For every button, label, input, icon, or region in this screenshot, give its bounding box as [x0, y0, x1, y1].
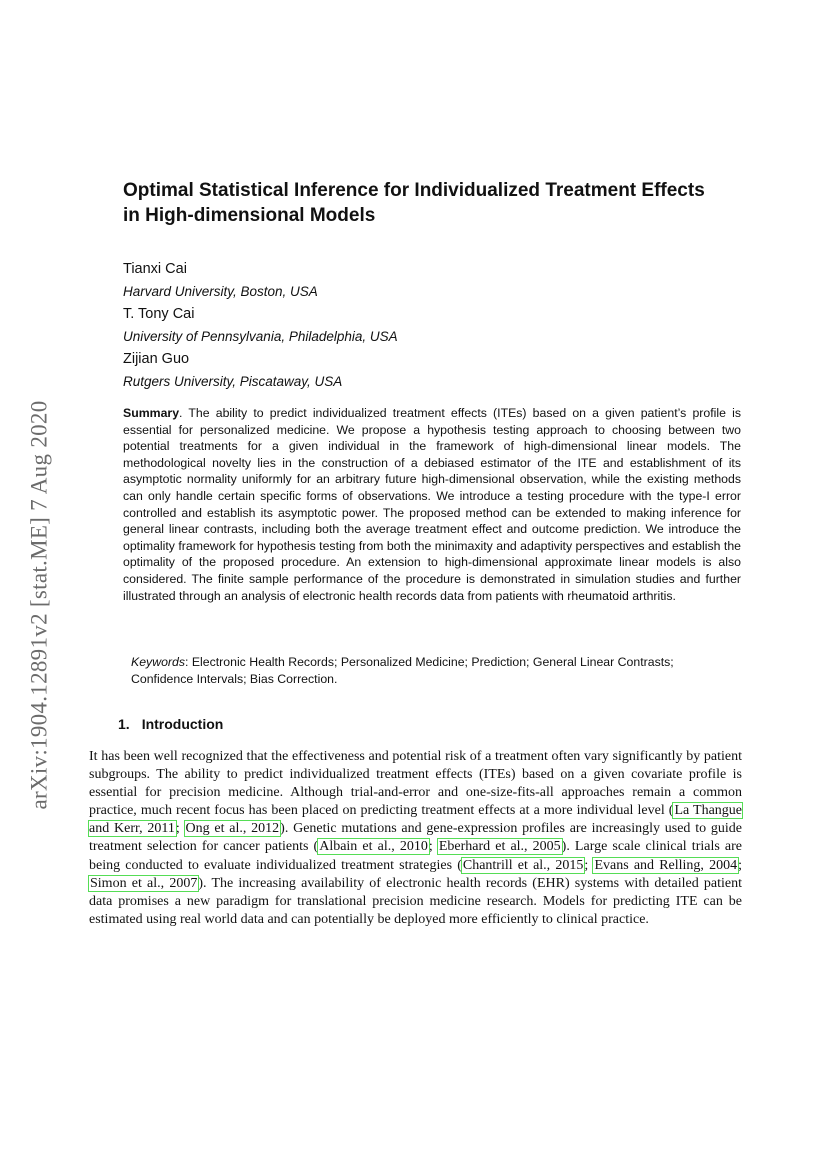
intro-paragraph	[89, 748, 742, 929]
citation-link[interactable]: Evans and Relling, 2004	[594, 857, 738, 873]
intro-text: ;	[738, 857, 742, 873]
intro-text: It has been well recognized that the effectiveness and potential risk of a treatment often vary significantly by patient subgroups. The ability to predict individualized treatment effects (ITEs) based on a given covariate profile is essential for precision medicine. Although trial-and-error and one-size-fits-all approaches remain a common practice, much recent focus has been placed on predicting treatment effects at a more individual level (	[89, 749, 742, 819]
intro-text: ). The increasing availability of electronic health records (EHR) systems with detailed patient data promises a new paradigm for translational precision medicine research. Models for predicting ITE can be estimated using real world data and can potentially be deployed more efficiently to clinical practice.	[89, 875, 742, 927]
section-title: Introduction	[141, 716, 224, 732]
intro-text: ). Genetic mutations and gene-expression profiles are increasingly used to guide treatment selection for cancer patients (	[89, 821, 742, 855]
author-affiliation: University of Pennsylvania, Philadelphia, USA	[123, 329, 398, 344]
section-heading	[118, 716, 223, 732]
intro-text: ). Large scale clinical trials are being conducted to evaluate individualized treatment strategies (	[89, 839, 742, 873]
citation-link[interactable]: Chantrill et al., 2015	[462, 857, 584, 873]
citation-link[interactable]: Simon et al., 2007	[90, 875, 198, 891]
keywords-text: : Electronic Health Records; Personalized Medicine; Prediction; General Linear Contrasts; Confidence Intervals; Bias Correction.	[131, 655, 674, 686]
abstract	[123, 405, 741, 604]
author-name: Tianxi Cai	[123, 261, 187, 277]
paper-title-line-2: in High-dimensional Models	[123, 205, 376, 226]
section-number: 1.	[118, 716, 130, 732]
citation-link[interactable]: La Thangue and Kerr, 2011	[89, 803, 742, 837]
author-name: Zijian Guo	[123, 351, 190, 367]
abstract-label: Summary	[123, 406, 180, 420]
keywords	[131, 654, 731, 687]
citation-link[interactable]: Eberhard et al., 2005	[438, 839, 561, 855]
paper-title-line-1: Optimal Statistical Inference for Individualized Treatment Effects	[123, 180, 705, 201]
abstract-text: . The ability to predict individualized treatment effects (ITEs) based on a given patient’s profile is essential for personalized medicine. We propose a hypothesis testing approach to choosing between two potential treatments for a given individual in the framework of high-dimensional linear models. The methodological novelty lies in the construction of a debiased estimator of the ITE and establishment of its asymptotic normality uniformly for an arbitrary future high-dimensional observation, while the existing methods can only handle certain specific forms of observations. We introduce a testing procedure with the type-I error controlled and establish its asymptotic power. The proposed method can be extended to making inference for general linear contrasts, including both the average treatment effect and outcome prediction. We introduce the optimality framework for hypothesis testing from both the minimaxity and adaptivity perspectives and establish the optimality of the proposed procedure. An extension to high-dimensional approximate linear models is also considered. The finite sample performance of the procedure is demonstrated in simulation studies and further illustrated through an analysis of electronic health records data from patients with rheumatoid arthritis.	[123, 406, 741, 603]
author-block	[123, 258, 723, 393]
author-affiliation: Harvard University, Boston, USA	[123, 284, 318, 299]
citation-link[interactable]: Albain et al., 2010	[319, 839, 428, 855]
intro-text: ;	[428, 839, 438, 855]
intro-text: ;	[175, 821, 185, 837]
author-name: T. Tony Cai	[123, 306, 195, 322]
citation-link[interactable]: Ong et al., 2012	[185, 821, 280, 837]
intro-text: ;	[584, 857, 594, 873]
author-affiliation: Rutgers University, Piscataway, USA	[123, 374, 343, 389]
arxiv-stamp	[22, 355, 58, 855]
keywords-label: Keywords	[131, 655, 185, 669]
arxiv-stamp-text: arXiv:1904.12891v2 [stat.ME] 7 Aug 2020	[27, 400, 52, 810]
paper-title	[123, 178, 763, 228]
